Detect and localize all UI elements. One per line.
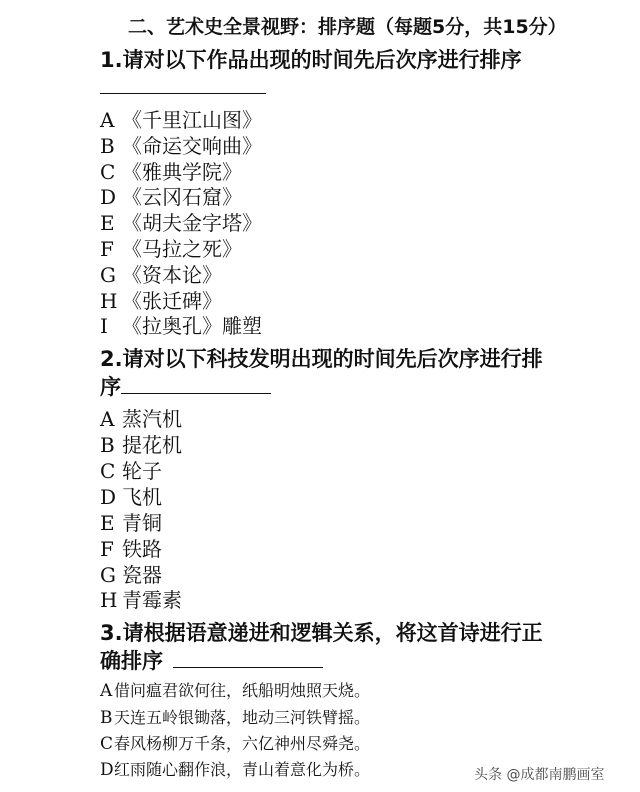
q3-prompt-line1: 3.请根据语意递进和逻辑关系，将这首诗进行正 <box>100 621 543 645</box>
option-letter: D <box>100 760 114 780</box>
q1-option <box>100 181 242 210</box>
q2-prompt-line2-row <box>100 371 271 401</box>
q1-answer-blank[interactable] <box>100 93 266 94</box>
option-text: 《资本论》 <box>122 263 222 287</box>
option-text: 蒸汽机 <box>122 407 182 431</box>
option-letter: C <box>100 734 114 754</box>
option-text: 天连五岭银锄落，地动三河铁臂摇。 <box>114 708 371 727</box>
option-text: 铁路 <box>122 537 162 561</box>
option-text: 《云冈石窟》 <box>122 185 242 209</box>
option-letter: B <box>100 708 113 728</box>
option-letter: E <box>100 511 115 535</box>
q2-option <box>100 403 182 432</box>
option-letter: B <box>100 433 115 457</box>
option-text: 青霉素 <box>122 588 182 612</box>
q1-option <box>100 233 242 262</box>
option-letter: G <box>100 263 116 287</box>
q2-option <box>100 533 162 562</box>
q3-prompt-line2: 确排序 <box>100 649 163 673</box>
option-letter: A <box>100 108 115 132</box>
option-text: 春风杨柳万千条，六亿神州尽舜尧。 <box>114 734 371 753</box>
q2-option <box>100 507 162 536</box>
option-text: 飞机 <box>122 485 162 509</box>
option-text: 《马拉之死》 <box>122 237 242 261</box>
q1-option <box>100 310 262 339</box>
q3-option <box>100 678 370 701</box>
q3-option <box>100 731 370 754</box>
q2-prompt-line1: 2.请对以下科技发明出现的时间先后次序进行排 <box>100 347 543 371</box>
option-text: 《雅典学院》 <box>122 160 242 184</box>
q3-option <box>100 757 370 780</box>
q1-option <box>100 130 262 159</box>
q2-option <box>100 481 162 510</box>
q1-option <box>100 104 262 133</box>
option-letter: H <box>100 588 118 612</box>
option-text: 借问瘟君欲何往，纸船明烛照天烧。 <box>114 681 371 700</box>
option-text: 《拉奥孔》雕塑 <box>122 314 262 338</box>
q1-option <box>100 259 222 288</box>
option-letter: A <box>100 407 115 431</box>
option-letter: H <box>100 289 118 313</box>
option-text: 《胡夫金字塔》 <box>122 211 262 235</box>
section-title: 二、艺术史全景视野：排序题（每题5分，共15分） <box>128 16 567 38</box>
option-letter: F <box>100 237 114 261</box>
q3-answer-blank[interactable] <box>173 649 323 668</box>
option-letter: A <box>100 681 113 701</box>
option-letter: C <box>100 160 116 184</box>
option-letter: G <box>100 563 116 587</box>
q2-option <box>100 429 182 458</box>
option-letter: F <box>100 537 114 561</box>
option-letter: D <box>100 485 117 509</box>
option-text: 轮子 <box>122 459 162 483</box>
q2-option <box>100 455 162 484</box>
q2-answer-blank[interactable] <box>121 375 271 394</box>
option-text: 《千里江山图》 <box>122 108 262 132</box>
option-letter: E <box>100 211 115 235</box>
option-text: 提花机 <box>122 433 182 457</box>
option-letter: C <box>100 459 116 483</box>
option-letter: B <box>100 134 115 158</box>
option-letter: D <box>100 185 117 209</box>
option-text: 红雨随心翻作浪，青山着意化为桥。 <box>114 760 371 779</box>
q1-option <box>100 207 262 236</box>
watermark: 头条 @成都南鹏画室 <box>474 767 605 783</box>
q3-prompt-line2-row <box>100 645 323 675</box>
q1-prompt: 1.请对以下作品出现的时间先后次序进行排序 <box>100 48 522 72</box>
option-text: 《张迁碑》 <box>122 289 222 313</box>
option-text: 瓷器 <box>122 563 162 587</box>
q2-prompt-line2: 序 <box>100 375 121 399</box>
q2-option <box>100 584 182 613</box>
option-letter: I <box>100 314 108 338</box>
option-text: 《命运交响曲》 <box>122 134 262 158</box>
q3-option <box>100 705 370 728</box>
option-text: 青铜 <box>122 511 162 535</box>
